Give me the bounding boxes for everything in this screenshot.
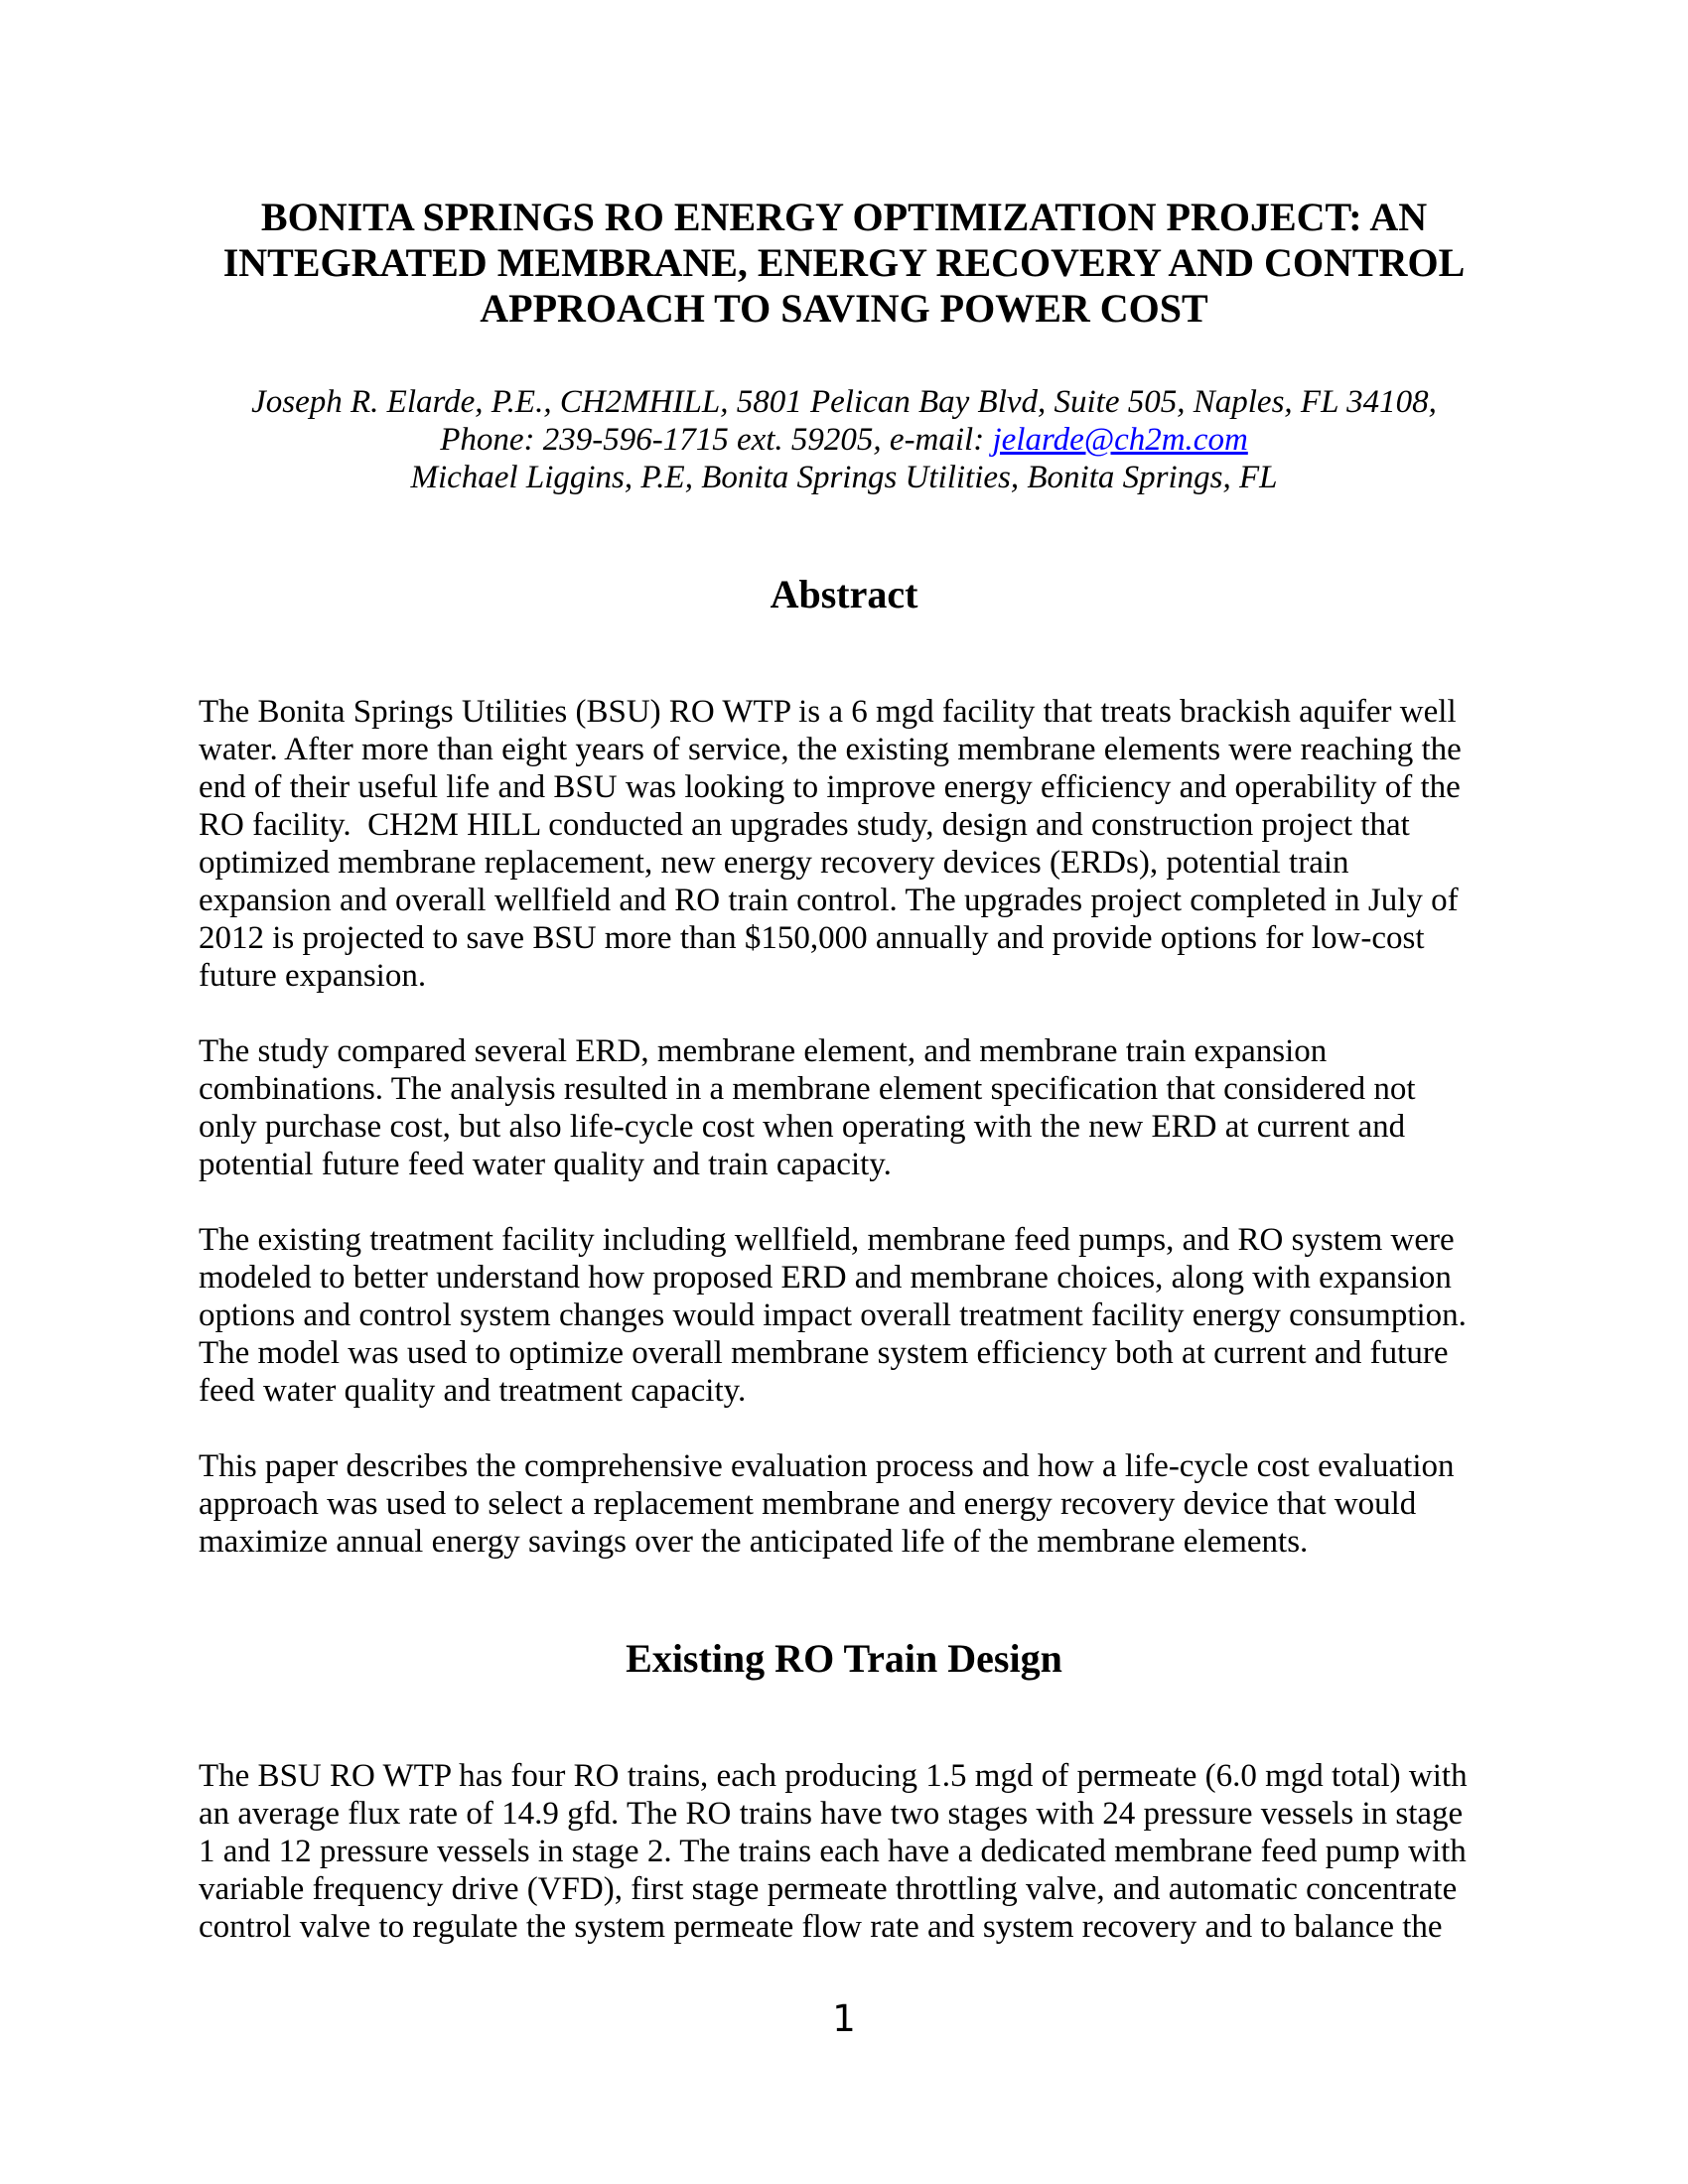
body-line: The Bonita Springs Utilities (BSU) RO WTP is a 6 mgd facility that treats brackish aquifer well — [199, 694, 1457, 730]
page-number: 1 — [832, 1997, 856, 2040]
body-line: maximize annual energy savings over the anticipated life of the membrane elements. — [199, 1524, 1309, 1560]
body-line: only purchase cost, but also life-cycle cost when operating with the new ERD at current and — [199, 1109, 1406, 1145]
body-line: future expansion. — [199, 958, 427, 994]
body-line: potential future feed water quality and train capacity. — [199, 1147, 892, 1182]
existing-ro-train-design-heading: Existing RO Train Design — [626, 1636, 1062, 1681]
body-line: 1 and 12 pressure vessels in stage 2. The trains each have a dedicated membrane feed pump with — [199, 1834, 1467, 1869]
abstract-paragraph-3 — [199, 1221, 1489, 1410]
second-author-line: Michael Liggins, P.E, Bonita Springs Utilities, Bonita Springs, FL — [410, 460, 1278, 495]
body-line: modeled to better understand how proposed ERD and membrane choices, along with expansion — [199, 1260, 1452, 1296]
body-line: end of their useful life and BSU was looking to improve energy efficiency and operability of the — [199, 769, 1461, 805]
author-contact-line — [199, 421, 1489, 459]
body-line: control valve to regulate the system permeate flow rate and system recovery and to balance the — [199, 1909, 1443, 1945]
author-affiliation-line: Joseph R. Elarde, P.E., CH2MHILL, 5801 Pelican Bay Blvd, Suite 505, Naples, FL 34108, — [251, 384, 1437, 420]
body-line: an average flux rate of 14.9 gfd. The RO trains have two stages with 24 pressure vessels in stage — [199, 1796, 1464, 1832]
paper-title-line: APPROACH TO SAVING POWER COST — [480, 286, 1208, 331]
body-line: options and control system changes would impact overall treatment facility energy consumption. — [199, 1297, 1467, 1333]
existing-ro-paragraph-1 — [199, 1757, 1489, 1946]
body-line: variable frequency drive (VFD), first stage permeate throttling valve, and automatic concentrate — [199, 1871, 1458, 1907]
abstract-heading: Abstract — [770, 572, 918, 616]
abstract-paragraph-1 — [199, 693, 1489, 995]
body-line: feed water quality and treatment capacity. — [199, 1373, 747, 1409]
body-line: The existing treatment facility including wellfield, membrane feed pumps, and RO system were — [199, 1222, 1455, 1258]
abstract-paragraph-4 — [199, 1447, 1489, 1561]
body-line: This paper describes the comprehensive evaluation process and how a life-cycle cost evaluation — [199, 1448, 1455, 1484]
body-line: approach was used to select a replacement membrane and energy recovery device that would — [199, 1486, 1417, 1522]
author-email-link[interactable]: jelarde@ch2m.com — [992, 422, 1248, 458]
author-contact-prefix: Phone: 239-596-1715 ext. 59205, e-mail: — [440, 422, 993, 458]
body-line: optimized membrane replacement, new energy recovery devices (ERDs), potential train — [199, 845, 1349, 881]
body-line: The model was used to optimize overall membrane system efficiency both at current and future — [199, 1335, 1449, 1371]
author-block — [199, 383, 1489, 496]
body-line: The BSU RO WTP has four RO trains, each producing 1.5 mgd of permeate (6.0 mgd total) with — [199, 1758, 1468, 1794]
paper-title-line: BONITA SPRINGS RO ENERGY OPTIMIZATION PROJECT: AN — [260, 195, 1428, 239]
paper-title-line: INTEGRATED MEMBRANE, ENERGY RECOVERY AND CONTROL — [222, 240, 1466, 285]
body-line: 2012 is projected to save BSU more than $150,000 annually and provide options for low-cost — [199, 920, 1425, 956]
body-line: The study compared several ERD, membrane element, and membrane train expansion — [199, 1033, 1328, 1069]
abstract-paragraph-2 — [199, 1032, 1489, 1183]
paper-title — [199, 195, 1489, 332]
body-line: water. After more than eight years of service, the existing membrane elements were reaching the — [199, 732, 1462, 767]
body-line: RO facility. CH2M HILL conducted an upgrades study, design and construction project that — [199, 807, 1410, 843]
body-line: combinations. The analysis resulted in a membrane element specification that considered not — [199, 1071, 1416, 1107]
body-line: expansion and overall wellfield and RO train control. The upgrades project completed in July of — [199, 883, 1459, 918]
